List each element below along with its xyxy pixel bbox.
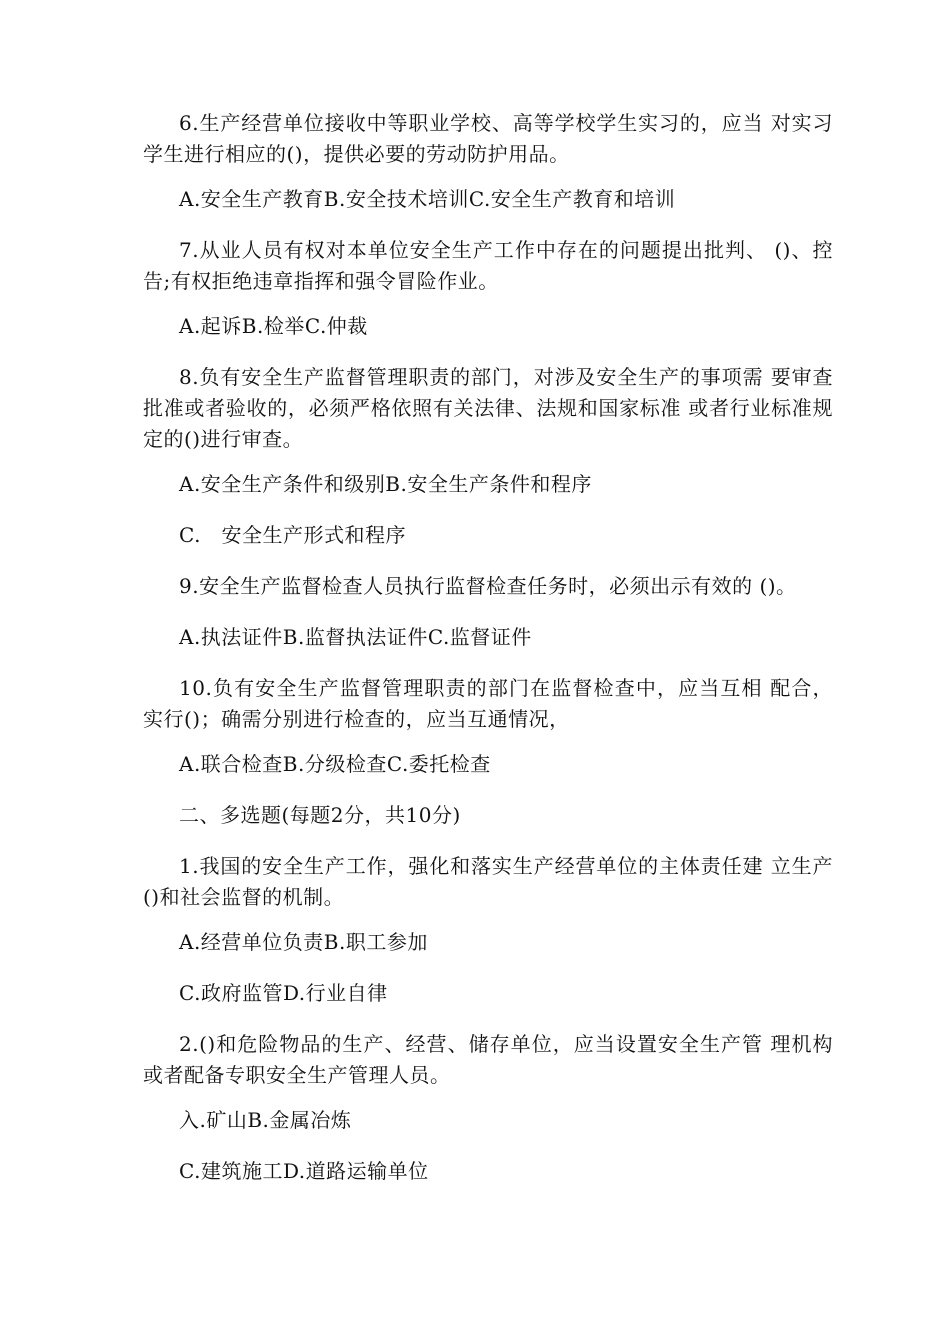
question-9: 9.安全生产监督检查人员执行监督检查任务时，必须出示有效的 ()。	[179, 574, 797, 598]
question-7: 7.从业人员有权对本单位安全生产工作中存在的问题提出批判、 ()、控告;有权拒绝违章指挥和强令冒险作业。	[143, 238, 833, 293]
question-7-options: A.起诉B.检举C.仲裁	[179, 314, 368, 338]
document-page	[143, 108, 833, 1207]
multi-question-2-options-cd: C.建筑施工D.道路运输单位	[179, 1159, 429, 1183]
question-8: 8.负有安全生产监督管理职责的部门，对涉及安全生产的事项需 要审查批准或者验收的，必须严格依照有关法律、法规和国家标准 或者行业标准规定的()进行审查。	[143, 365, 833, 451]
question-8-options-ab: A.安全生产条件和级别B.安全生产条件和程序	[179, 472, 592, 496]
question-6-options: A.安全生产教育B.安全技术培训C.安全生产教育和培训	[179, 187, 676, 211]
question-9-options: A.执法证件B.监督执法证件C.监督证件	[179, 625, 532, 649]
multi-question-1-options-ab: A.经营单位负责B.职工参加	[179, 930, 428, 954]
question-10-options: A.联合检查B.分级检查C.委托检查	[179, 752, 491, 776]
question-10: 10.负有安全生产监督管理职责的部门在监督检查中，应当互相 配合，实行()；确需分别进行检查的，应当互通情况，	[143, 676, 833, 731]
multi-question-2-options-ab: 入.矿山B.金属冶炼	[179, 1108, 352, 1132]
section-heading-multiple-choice: 二、多选题(每题2分，共10分)	[179, 803, 461, 827]
multi-question-1-options-cd: C.政府监管D.行业自律	[179, 981, 388, 1005]
multi-question-1: 1.我国的安全生产工作，强化和落实生产经营单位的主体责任建 立生产()和社会监督的机制。	[143, 854, 833, 909]
question-6: 6.生产经营单位接收中等职业学校、高等学校学生实习的，应当 对实习学生进行相应的()，提供必要的劳动防护用品。	[143, 111, 833, 166]
multi-question-2: 2.()和危险物品的生产、经营、储存单位，应当设置安全生产管 理机构或者配备专职安全生产管理人员。	[143, 1032, 833, 1087]
question-8-option-c: C. 安全生产形式和程序	[179, 523, 406, 547]
